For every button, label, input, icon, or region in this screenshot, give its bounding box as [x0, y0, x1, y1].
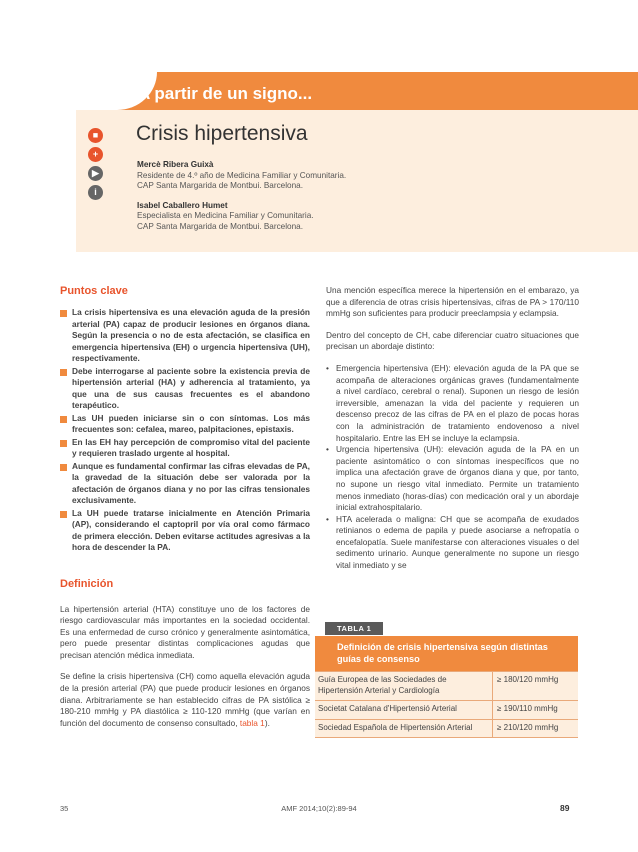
bullet-square-icon [60, 440, 67, 447]
list-item: • Emergencia hipertensiva (EH): elevación aguda de la PA que se acompaña de alteraciones orgánicas graves (fundamentalmente a nivel cardíaco, cerebral o renal). Suponen un riesgo de lesión irreversible, amenazan la vida del paciente y requieren un descenso precoz de las cifras de PA en el plazo de pocas horas con la administración de tratamiento endovenoso a nivel hospitalario. Entre las EH se incluye la eclampsia. [326, 363, 579, 444]
section-icons [88, 128, 104, 204]
key-point: Debe interrogarse al paciente sobre la existencia previa de hipertensión arterial (HA) y adherencia al tratamiento, ya que una de sus causas frecuentes es el abandono terapéutico. [60, 366, 310, 412]
author-name: Mercè Ribera Guixà [137, 160, 214, 169]
right-column [326, 285, 579, 572]
table-1 [315, 618, 578, 738]
article-title: Crisis hipertensiva [136, 122, 308, 145]
body-paragraph: Una mención específica merece la hipertensión en el embarazo, ya que a diferencia de otras crisis hipertensivas, cifras de PA > 170/110 mmHg son suficientes para producir preeclampsia y eclampsia. [326, 285, 579, 319]
table-cell-value: ≥ 180/120 mmHg [493, 672, 579, 701]
table-row [315, 672, 578, 701]
table-cell-guide: Societat Catalana d'Hipertensió Arterial [315, 701, 493, 720]
bullet-square-icon [60, 310, 67, 317]
situation-list [326, 363, 579, 572]
table-cell-guide: Sociedad Española de Hipertensión Arterial [315, 719, 493, 738]
key-point: Las UH pueden iniciarse sin o con síntomas. Los más frecuentes son: cefalea, mareo, palpitaciones, epistaxis. [60, 413, 310, 436]
author-list [137, 160, 346, 241]
key-point: En las EH hay percepción de compromiso vital del paciente y requieren traslado urgente al hospital. [60, 437, 310, 460]
key-points-heading: Puntos clave [60, 285, 128, 297]
author-affiliation: CAP Santa Margarida de Montbui. Barcelona. [137, 221, 303, 231]
bullet-square-icon [60, 416, 67, 423]
bullet-square-icon [60, 511, 67, 518]
list-item: • Urgencia hipertensiva (UH): elevación aguda de la PA en un paciente asintomático o con síntomas inespecíficos que no implica una afectación grave de órganos diana y que, por tanto, no supone un riesgo vital inmediato. Permite un tratamiento menos inmediato (horas-días) con medicación oral y un abordaje inicial extrahospitalario. [326, 444, 579, 514]
key-point: La crisis hipertensiva es una elevación aguda de la presión arterial (PA) capaz de producir lesiones en órganos diana. Según la presencia o no de esta afectación, se clasifica en emergencia hipertensiva (EH) o urgencia hipertensiva (UH), respectivamente. [60, 307, 310, 365]
definition-paragraph: Se define la crisis hipertensiva (CH) como aquella elevación aguda de la presión arterial (PA) que puede producir lesiones en órganos diana. Arbitrariamente se han establecido cifras de PA sistólica ≥ 180-210 mmHg y PA diastólica ≥ 110-120 mmHg (que varían en función del documento de consenso consultado, tabla 1). [60, 671, 310, 728]
author-1 [137, 160, 346, 192]
footer-citation: AMF 2014;10(2):89-94 [281, 804, 357, 813]
left-column [60, 285, 310, 739]
list-item: • HTA acelerada o maligna: CH que se acompaña de exudados retinianos o edema de papila y puede asociarse a nefropatía o encefalopatía. Suele manifestarse con alteraciones visuales o del sedimento urinario. Aunque generalmente no supone un riesgo vital inmediato y se [326, 514, 579, 572]
play-icon[interactable]: ▶ [88, 166, 103, 181]
table-grid [315, 671, 578, 738]
definition-paragraph: La hipertensión arterial (HTA) constituye uno de los factores de riesgo cardiovascular más importantes en la sociedad occidental. Es una enfermedad de curso crónico y generalmente asintomática, pero puede presentar distintas complicaciones agudas que precisan atención médica inmediata. [60, 603, 310, 660]
author-name: Isabel Caballero Humet [137, 200, 228, 210]
stop-square-icon[interactable]: ■ [88, 128, 103, 143]
table-tag: TABLA 1 [325, 622, 383, 635]
series-title: A partir de un signo... [138, 84, 313, 103]
info-icon[interactable]: i [88, 185, 103, 200]
table-row [315, 701, 578, 720]
author-affiliation: CAP Santa Margarida de Montbui. Barcelona. [137, 181, 303, 190]
table-cell-value: ≥ 190/110 mmHg [493, 701, 579, 720]
bullet-square-icon [60, 464, 67, 471]
author-affiliation: Especialista en Medicina Familiar y Comunitaria. [137, 211, 314, 220]
body-paragraph: Dentro del concepto de CH, cabe diferenciar cuatro situaciones que precisan un abordaje distinto: [326, 329, 579, 352]
table-cell-guide: Guía Europea de las Sociedades de Hipertensión Arterial y Cardiología [315, 672, 493, 701]
key-points-list [60, 307, 310, 554]
definition-heading: Definición [60, 577, 114, 590]
table-reference-link[interactable]: tabla 1 [239, 717, 265, 728]
author-affiliation: Residente de 4.º año de Medicina Familiar y Comunitaria. [137, 170, 347, 180]
footer-folio: 35 [60, 804, 69, 813]
page-number: 89 [560, 803, 570, 813]
table-cell-value: ≥ 210/120 mmHg [493, 719, 579, 738]
key-point: Aunque es fundamental confirmar las cifras elevadas de PA, la gravedad de la situación debe ser valorada por la afectación de órganos diana y no por las cifras tensionales exclusivamente. [60, 461, 310, 507]
bullet-square-icon [60, 369, 67, 376]
table-title: Definición de crisis hipertensiva según distintas guías de consenso [315, 636, 578, 671]
key-point: La UH puede tratarse inicialmente en Atención Primaria (AP), considerando el captopril por vía oral como fármaco de primera elección. Deben evitarse actitudes agresivas a la hora de descender la PA. [60, 508, 310, 554]
author-2 [137, 201, 346, 233]
table-row [315, 719, 578, 738]
cross-icon[interactable]: + [88, 147, 103, 162]
